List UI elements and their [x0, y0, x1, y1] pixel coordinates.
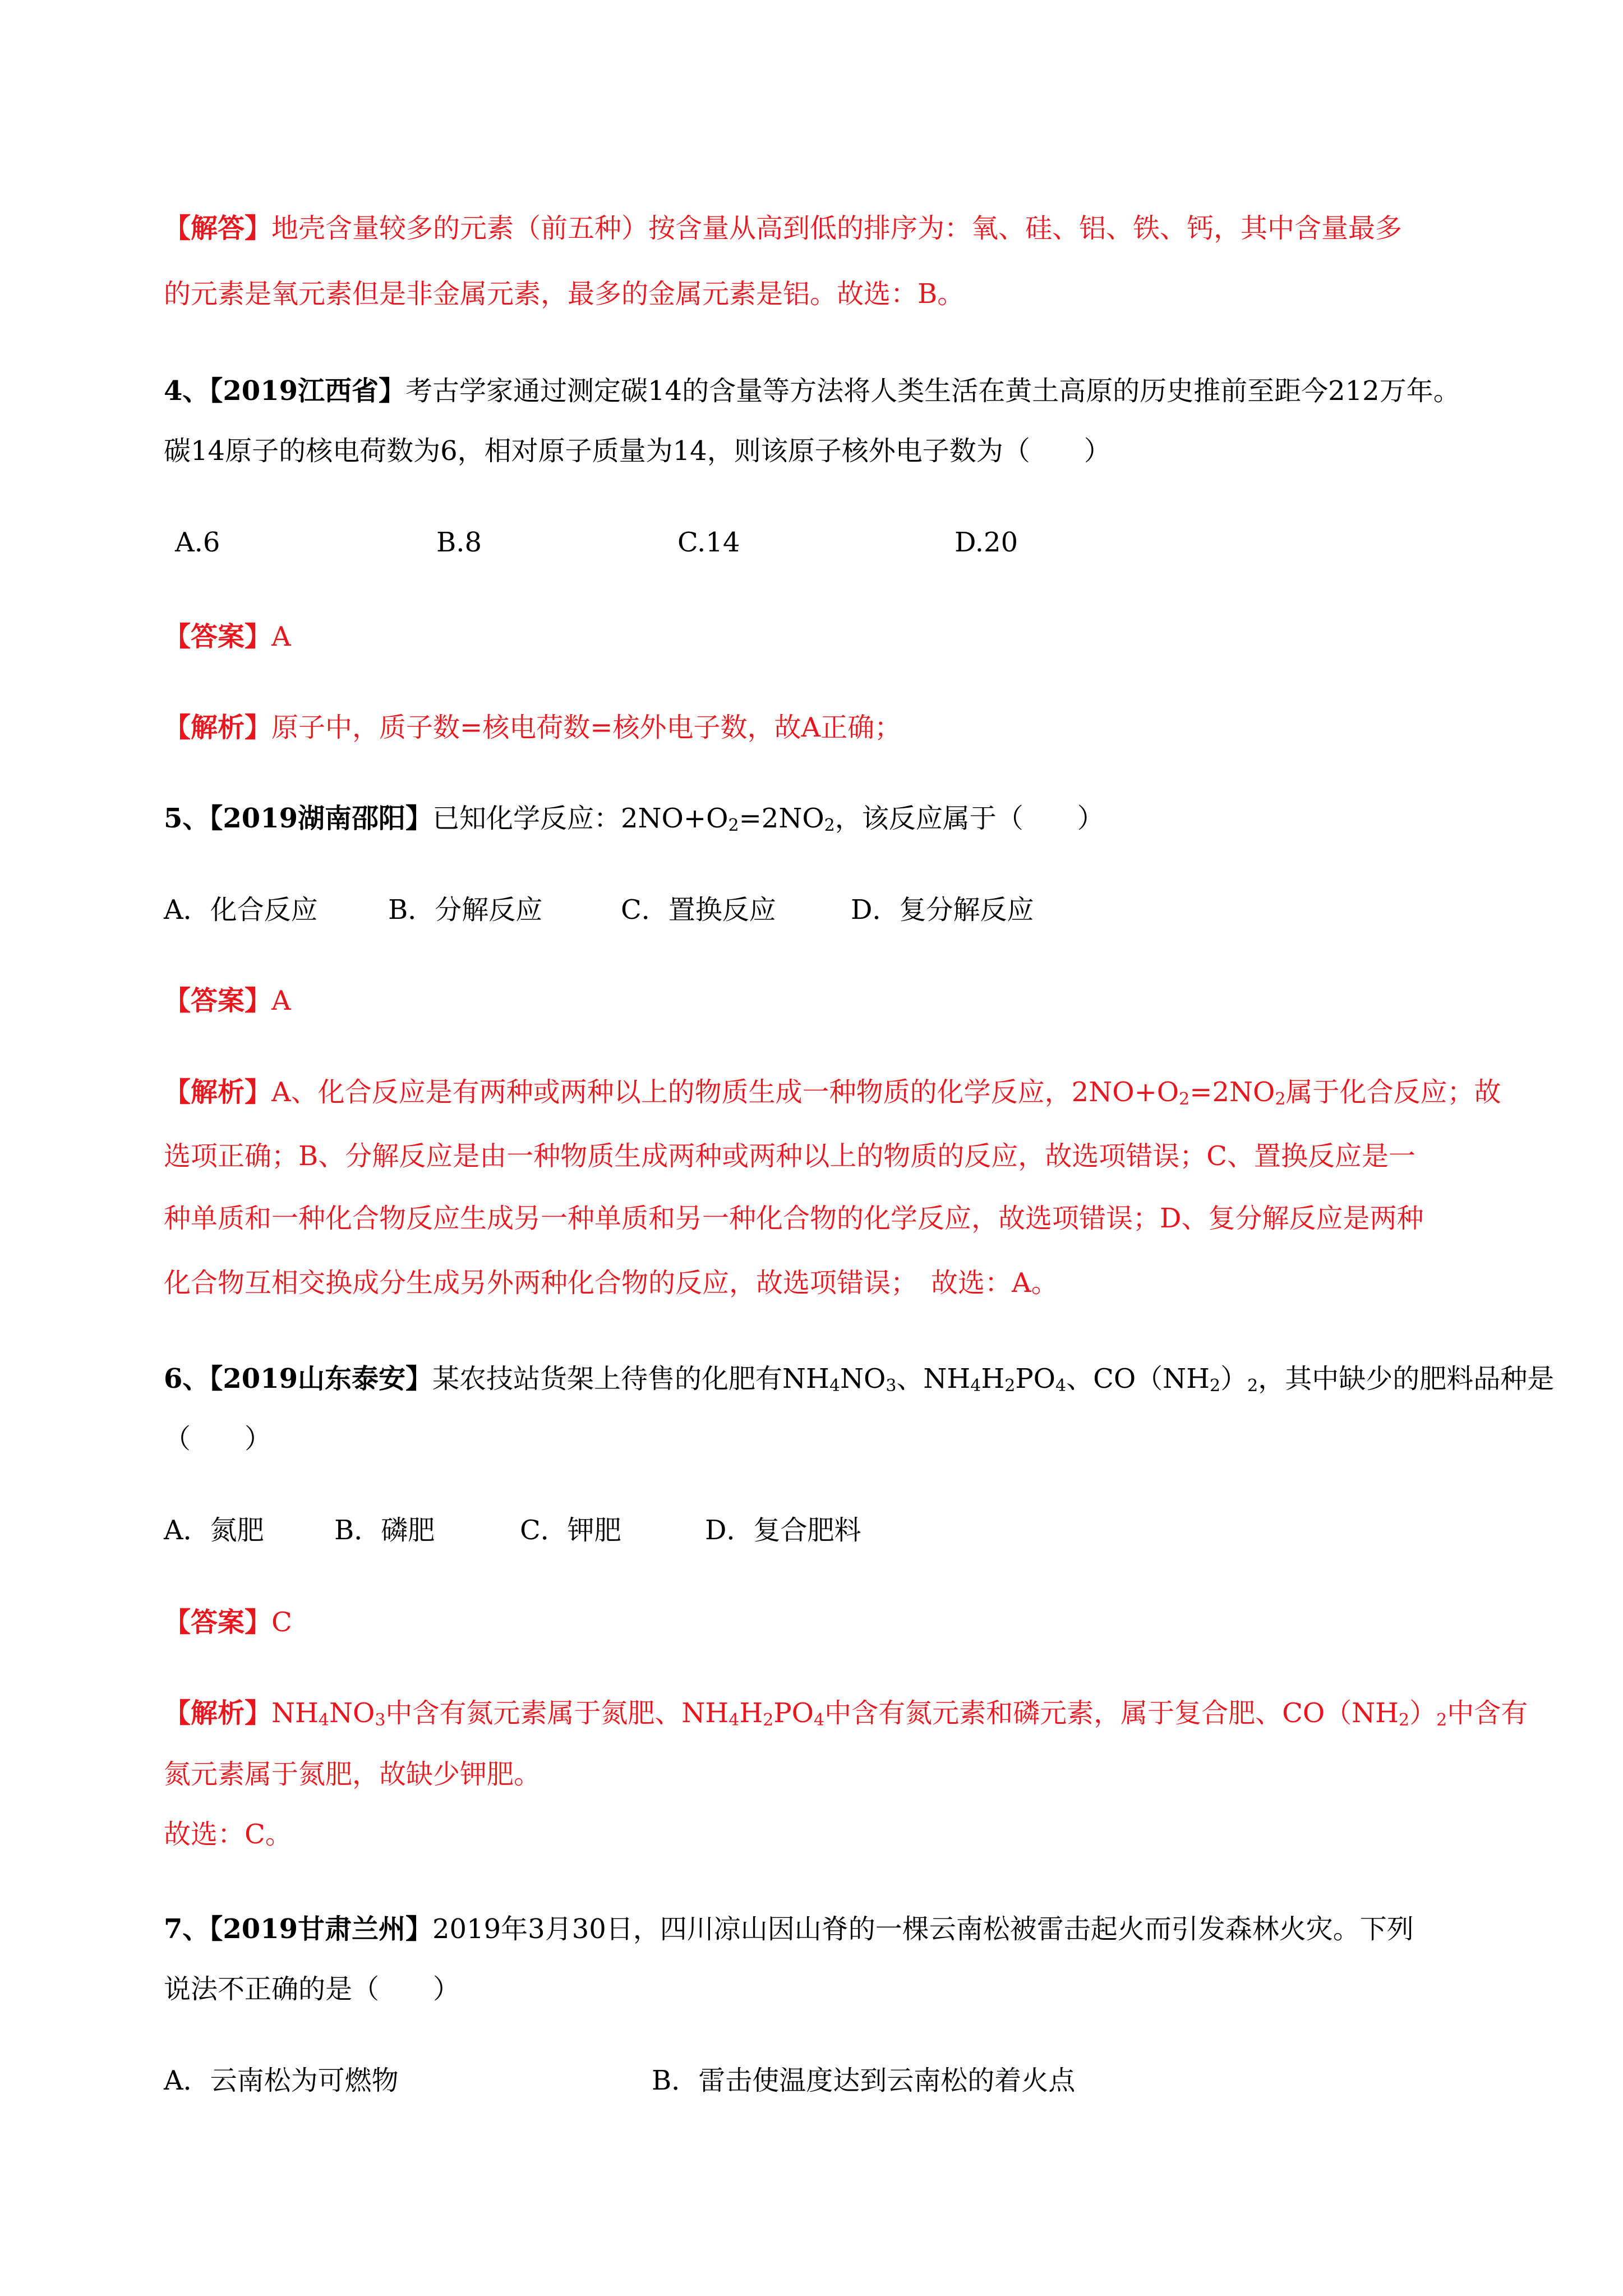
q6-an-sub: 2	[1436, 1710, 1447, 1730]
q6-sub: 4	[829, 1376, 840, 1396]
q4-analysis	[164, 710, 1488, 746]
q6-an-sub: 4	[728, 1710, 740, 1730]
q6-an-a: NH	[271, 1697, 319, 1729]
q5-option-c: C．置换反应	[621, 894, 776, 926]
q5-an-sub-2: 2	[1275, 1089, 1286, 1109]
answer-value: C	[271, 1607, 292, 1638]
q7-stem-line2: 说法不正确的是（ ）	[164, 1973, 460, 2005]
answer-value: A	[271, 621, 291, 652]
q6-an-d: H	[739, 1697, 763, 1729]
q5-stem-c: ，该反应属于（ ）	[834, 803, 1104, 834]
q4-answer	[164, 619, 1488, 655]
q6-an-sub: 4	[318, 1710, 329, 1730]
jieda-tag: 【解答】	[164, 213, 272, 244]
q5-option-b: B．分解反应	[388, 894, 543, 926]
q3-jieda-line1	[164, 210, 1488, 246]
q6-an-sub: 4	[814, 1710, 825, 1730]
q5-stem	[164, 800, 1488, 836]
q5-analysis-line3: 种单质和一种化合物反应生成另一种单质和另一种化合物的化学反应，故选项错误；D、复分解反应是两种	[164, 1203, 1424, 1234]
answer-tag: 【答案】	[164, 621, 272, 652]
q6-stem-h: ，其中缺少的肥料品种是	[1258, 1363, 1555, 1395]
q6-an-g: ）	[1409, 1697, 1437, 1729]
q5-source: 5、【2019湖南邵阳】	[164, 803, 432, 834]
q6-sub: 3	[886, 1376, 897, 1396]
analysis-text: 原子中，质子数=核电荷数=核外电子数，故A正确；	[271, 712, 902, 743]
q5-option-d: D．复分解反应	[851, 894, 1034, 926]
q6-analysis-line3: 故选：C。	[164, 1819, 292, 1850]
q5-analysis-line2: 选项正确；B、分解反应是由一种物质生成两种或两种以上的物质的反应，故选项错误；C、置换反应是一	[164, 1140, 1416, 1172]
q6-stem-f: 、CO（NH	[1066, 1363, 1210, 1395]
q5-option-a: A．化合反应	[164, 894, 318, 926]
q5-an-b: =2NO	[1189, 1076, 1275, 1108]
q4-option-b: B.8	[436, 527, 482, 558]
q6-sub: 4	[1055, 1376, 1067, 1396]
q5-sub-1: 2	[728, 816, 739, 835]
q6-stem-g: ）	[1220, 1363, 1248, 1395]
q5-analysis-line1	[164, 1074, 1501, 1110]
q4-option-d: D.20	[955, 527, 1018, 558]
q4-stem-line2: 碳14原子的核电荷数为6，相对原子质量为14，则该原子核外电子数为（ ）	[164, 435, 1111, 467]
q7-stem-text: 2019年3月30日，四川凉山因山脊的一棵云南松被雷击起火而引发森林火灾。下列	[432, 1913, 1414, 1945]
q6-stem-e: PO	[1015, 1363, 1055, 1395]
q4-stem-text: 考古学家通过测定碳14的含量等方法将人类生活在黄土高原的历史推前至距今212万年。	[405, 375, 1460, 407]
q5-analysis-line4: 化合物互相交换成分生成另外两种化合物的反应，故选项错误； 故选：A。	[164, 1267, 1058, 1299]
q7-option-a: A．云南松为可燃物	[164, 2065, 399, 2096]
q4-option-c: C.14	[677, 527, 740, 558]
q5-sub-2: 2	[824, 816, 835, 835]
q6-option-b: B．磷肥	[334, 1515, 435, 1546]
q5-stem-a: 已知化学反应：2NO+O	[432, 803, 728, 834]
analysis-tag: 【解析】	[164, 1076, 272, 1108]
q6-an-h: 中含有	[1447, 1697, 1528, 1729]
answer-value: A	[271, 985, 291, 1016]
q6-option-a: A．氮肥	[164, 1515, 264, 1546]
q6-an-sub: 2	[763, 1710, 774, 1730]
q6-stem-a: 某农技站货架上待售的化肥有NH	[432, 1363, 829, 1395]
q5-stem-b: =2NO	[739, 803, 824, 834]
q6-option-c: C．钾肥	[520, 1515, 621, 1546]
analysis-tag: 【解析】	[164, 712, 272, 743]
q6-sub: 2	[1210, 1376, 1221, 1396]
answer-tag: 【答案】	[164, 985, 272, 1016]
q6-an-e: PO	[773, 1697, 814, 1729]
q6-an-sub: 3	[375, 1710, 386, 1730]
q6-answer	[164, 1604, 1488, 1640]
q6-source: 6、【2019山东泰安】	[164, 1363, 432, 1395]
q6-an-sub: 2	[1399, 1710, 1410, 1730]
q5-an-c: 属于化合反应；故	[1285, 1076, 1501, 1108]
q7-stem-line1	[164, 1911, 1488, 1947]
q6-analysis-line1	[164, 1695, 1528, 1731]
q6-sub: 4	[970, 1376, 981, 1396]
q4-source: 4、【2019江西省】	[164, 375, 405, 407]
q3-jieda-line2: 的元素是氧元素但是非金属元素，最多的金属元素是铝。故选：B。	[164, 278, 965, 310]
q7-option-b: B．雷击使温度达到云南松的着火点	[652, 2065, 1076, 2096]
analysis-tag: 【解析】	[164, 1697, 272, 1729]
q6-stem-line2: （ ）	[164, 1423, 272, 1455]
q5-an-sub-1: 2	[1179, 1089, 1190, 1109]
q6-sub: 2	[1247, 1376, 1258, 1396]
answer-tag: 【答案】	[164, 1607, 272, 1638]
q6-option-d: D．复合肥料	[705, 1515, 861, 1546]
q6-stem-c: 、NH	[896, 1363, 971, 1395]
q6-an-c: 中含有氮元素属于氮肥、NH	[385, 1697, 729, 1729]
q5-an-a: A、化合反应是有两种或两种以上的物质生成一种物质的化学反应，2NO+O	[271, 1076, 1179, 1108]
q6-stem-b: NO	[840, 1363, 886, 1395]
q4-stem-line1	[164, 373, 1488, 409]
q6-stem-line1	[164, 1361, 1555, 1397]
jieda-text: 地壳含量较多的元素（前五种）按含量从高到低的排序为：氧、硅、铝、铁、钙，其中含量最多	[271, 213, 1403, 244]
q6-stem-d: H	[981, 1363, 1005, 1395]
q5-answer	[164, 983, 1488, 1019]
q4-option-a: A.6	[175, 527, 220, 558]
q6-analysis-line2: 氮元素属于氮肥，故缺少钾肥。	[164, 1759, 541, 1790]
q6-an-f: 中含有氮元素和磷元素，属于复合肥、CO（NH	[824, 1697, 1399, 1729]
q6-an-b: NO	[329, 1697, 375, 1729]
q6-sub: 2	[1004, 1376, 1016, 1396]
q7-source: 7、【2019甘肃兰州】	[164, 1913, 432, 1945]
